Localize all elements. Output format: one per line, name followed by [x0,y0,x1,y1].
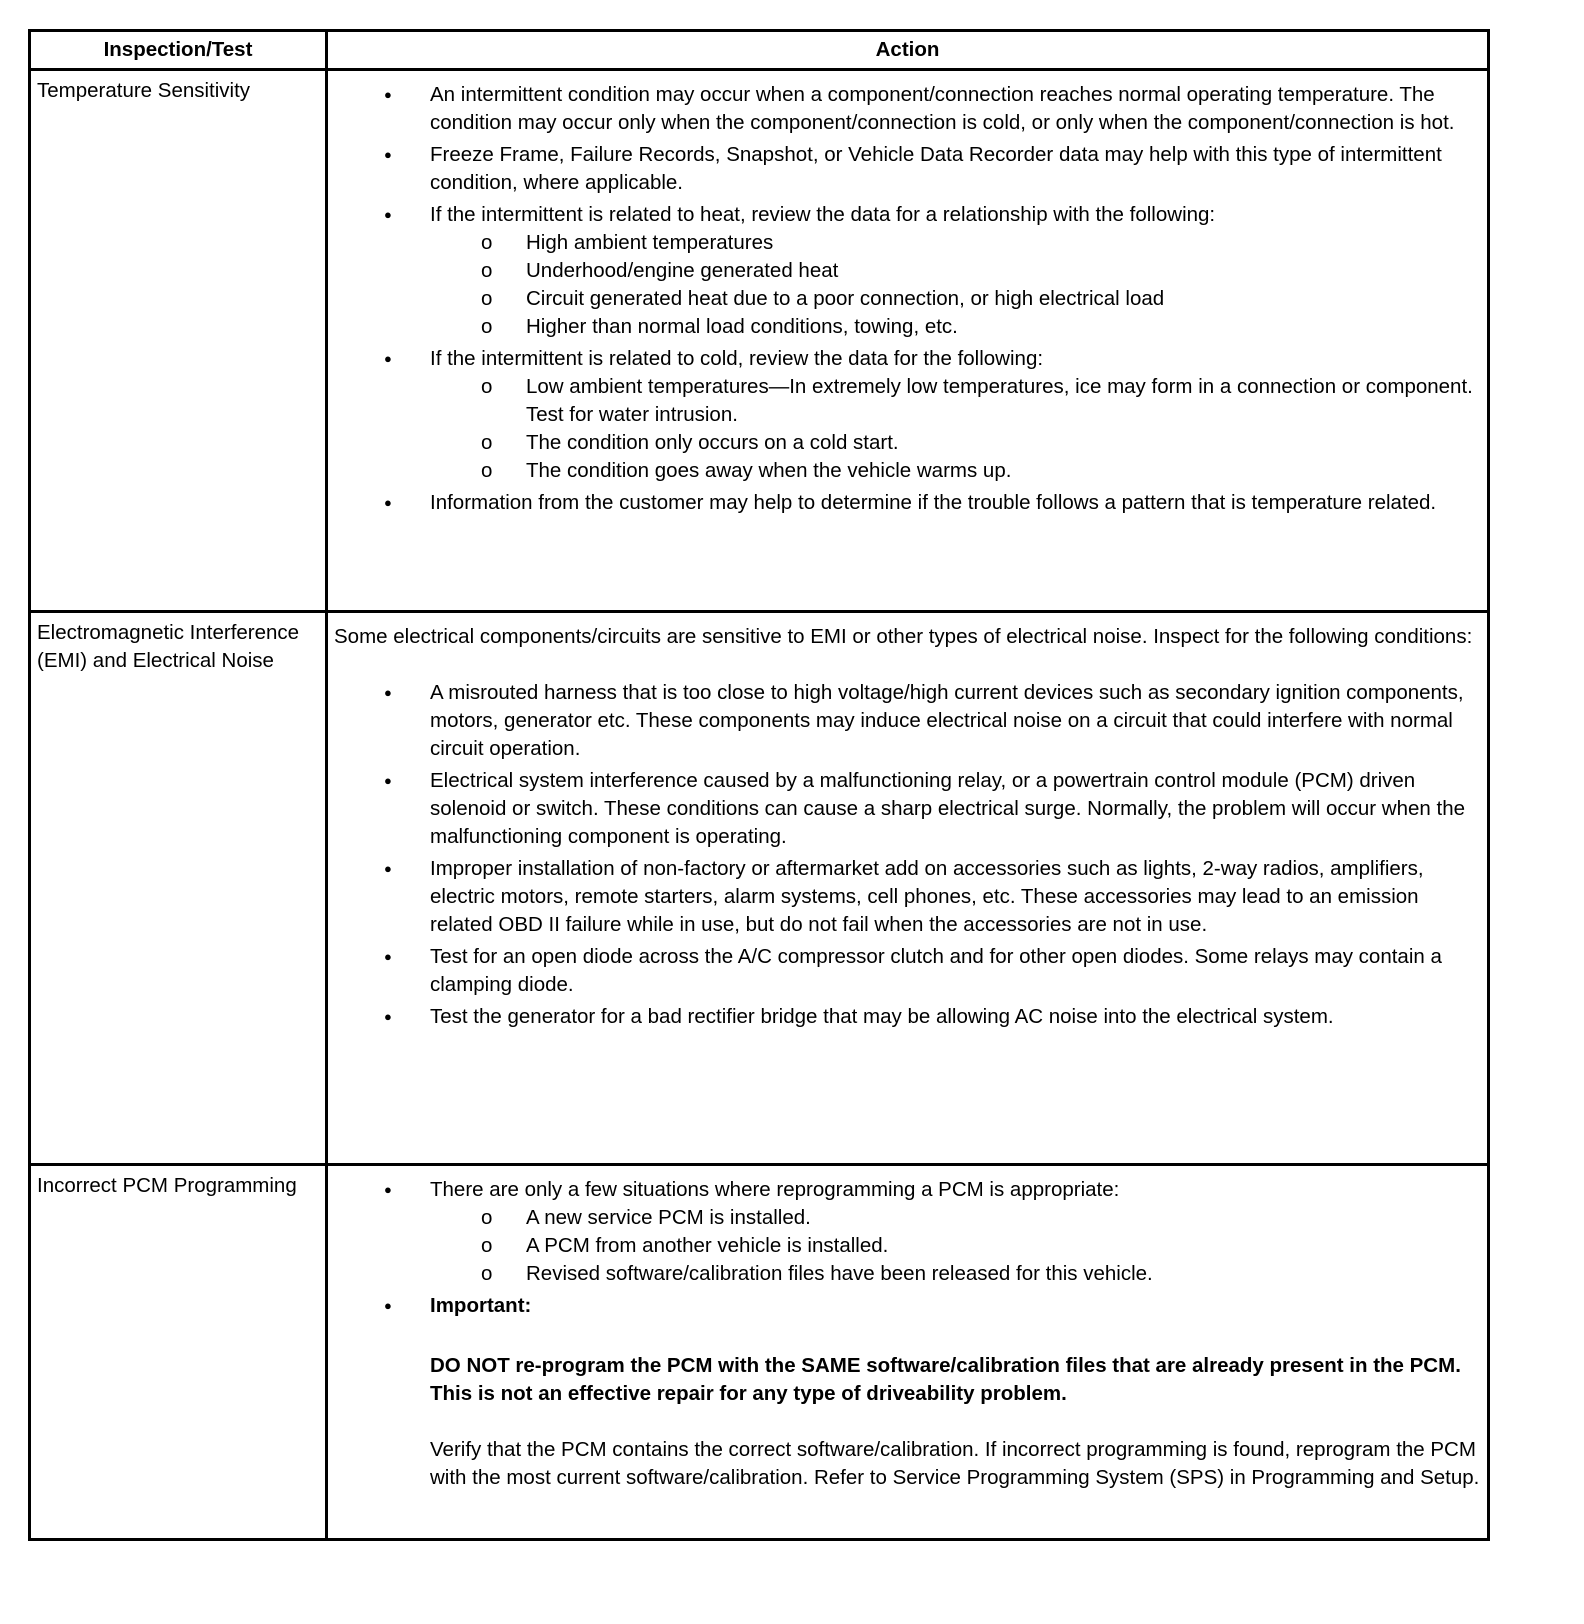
bullet-item [334,1292,1481,1320]
inspection-test-cell: Electromagnetic Interference (EMI) and Electrical Noise [30,612,327,1165]
spacer [334,1408,1481,1436]
sub-bullet-text: Higher than normal load conditions, towing, etc. [526,315,958,338]
inspection-test-cell: Temperature Sensitivity [30,70,327,612]
important-note: DO NOT re-program the PCM with the SAME software/calibration files that are already present in the PCM. This is not an effective repair for any type of driveability problem. [430,1354,1461,1405]
bullet-item [334,345,1481,485]
bullet-text: Electrical system interference caused by a malfunctioning relay, or a powertrain control module (PCM) driven solenoid or switch. These conditions can cause a sharp electrical surge. Normally, the problem will occur when the malfunctioning component is operating. [430,769,1465,848]
action-cell [327,70,1489,612]
bullet-text: Information from the customer may help to determine if the trouble follows a pattern that is temperature related. [430,491,1437,514]
bullet-item [334,855,1481,939]
bullet-icon: ● [384,861,392,876]
sub-bullet-icon: o [481,287,493,310]
bullet-item [334,81,1481,137]
sub-bullet-item [430,1204,1481,1232]
header-inspection-test: Inspection/Test [30,31,327,70]
table-row [30,70,1489,612]
sub-bullet-icon: o [481,375,493,398]
sub-bullet-item [430,1232,1481,1260]
sub-bullet-icon: o [481,315,493,338]
bullet-item [334,943,1481,999]
action-cell [327,1165,1489,1540]
bullet-text: Improper installation of non-factory or aftermarket add on accessories such as lights, 2-way radios, amplifiers, electric motors, remote starters, alarm systems, cell phones, etc. These accessories may lead to an emission related OBD II failure while in use, but do not fail when the accessories are not in use. [430,857,1424,936]
sub-bullet-item [430,229,1481,257]
bullet-item [334,1003,1481,1031]
sub-bullet-text: Revised software/calibration files have been released for this vehicle. [526,1262,1153,1285]
sub-bullet-icon: o [481,1262,493,1285]
sub-bullet-text: High ambient temperatures [526,231,774,254]
bullet-icon: ● [384,685,392,700]
bullet-text: Test for an open diode across the A/C compressor clutch and for other open diodes. Some relays may contain a clamping diode. [430,945,1442,996]
bullet-text: If the intermittent is related to heat, review the data for a relationship with the following: [430,203,1216,226]
sub-bullet-item [430,285,1481,313]
sub-bullet-icon: o [481,1206,493,1229]
spacer [334,651,1481,679]
sub-bullet-item [430,313,1481,341]
inspection-test-cell: Incorrect PCM Programming [30,1165,327,1540]
inspection-table [28,29,1490,1541]
sub-bullet-text: The condition only occurs on a cold start. [526,431,899,454]
bullet-text: A misrouted harness that is too close to high voltage/high current devices such as secondary ignition components, motors, generator etc. These components may induce electrical noise on a circuit that could interfere with normal circuit operation. [430,681,1464,760]
bullet-text: An intermittent condition may occur when a component/connection reaches normal operating temperature. The condition may occur only when the component/connection is cold, or only when the component/connection is hot. [430,83,1455,134]
bullet-item [334,767,1481,851]
sub-bullet-icon: o [481,1234,493,1257]
spacer [334,1324,1481,1352]
bullet-item [334,201,1481,341]
bullet-icon: ● [384,1009,392,1024]
bullet-icon: ● [384,1298,392,1313]
sub-bullet-icon: o [481,431,493,454]
bullet-item [334,679,1481,763]
action-paragraph: Verify that the PCM contains the correct software/calibration. If incorrect programming is found, reprogram the PCM with the most current software/calibration. Refer to Service Programming System (SPS) in Programming and Setup. [430,1438,1480,1489]
bullet-icon: ● [384,351,392,366]
bullet-text: There are only a few situations where reprogramming a PCM is appropriate: [430,1178,1120,1201]
table-row [30,612,1489,1165]
sub-bullet-text: A new service PCM is installed. [526,1206,811,1229]
bullet-icon: ● [384,207,392,222]
header-row [30,31,1489,70]
sub-bullet-item [430,373,1481,429]
sub-bullet-text: Underhood/engine generated heat [526,259,839,282]
sub-bullet-icon: o [481,231,493,254]
bullet-item [334,489,1481,517]
sub-bullet-text: The condition goes away when the vehicle warms up. [526,459,1012,482]
bullet-text: Important: [430,1294,532,1317]
bullet-text: Test the generator for a bad rectifier bridge that may be allowing AC noise into the electrical system. [430,1005,1334,1028]
sub-bullet-item [430,429,1481,457]
bullet-item [334,1176,1481,1288]
sub-bullet-icon: o [481,259,493,282]
bullet-icon: ● [384,495,392,510]
bullet-icon: ● [384,147,392,162]
action-paragraph: Some electrical components/circuits are sensitive to EMI or other types of electrical noise. Inspect for the following conditions: [334,625,1473,648]
sub-bullet-item [430,1260,1481,1288]
sub-bullet-item [430,257,1481,285]
sub-bullet-icon: o [481,459,493,482]
bullet-item [334,141,1481,197]
bullet-icon: ● [384,87,392,102]
bullet-icon: ● [384,773,392,788]
sub-bullet-text: Circuit generated heat due to a poor connection, or high electrical load [526,287,1165,310]
bullet-icon: ● [384,949,392,964]
table-row [30,1165,1489,1540]
sub-bullet-text: A PCM from another vehicle is installed. [526,1234,889,1257]
bullet-icon: ● [384,1182,392,1197]
sub-bullet-item [430,457,1481,485]
action-cell [327,612,1489,1165]
header-action: Action [327,31,1489,70]
bullet-text: If the intermittent is related to cold, review the data for the following: [430,347,1044,370]
bullet-text: Freeze Frame, Failure Records, Snapshot, or Vehicle Data Recorder data may help with this type of intermittent condition, where applicable. [430,143,1442,194]
sub-bullet-text: Low ambient temperatures—In extremely low temperatures, ice may form in a connection or component. Test for water intrusion. [526,375,1473,426]
